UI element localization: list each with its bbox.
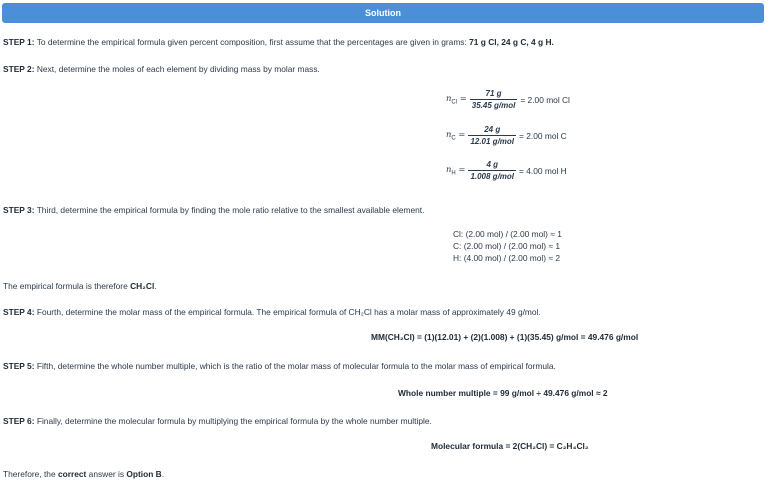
empirical-formula-statement	[3, 281, 157, 291]
answer-option: Option B	[126, 469, 162, 479]
moles-cl-numerator: 71 g	[485, 89, 502, 98]
step-2-label: STEP 2:	[3, 64, 35, 74]
step-4-text: Fourth, determine the molar mass of the empirical formula. The empirical formula of CH₂Cl has a molar mass of approximately 49 g/mol.	[36, 307, 541, 317]
step-6-text: Finally, determine the molecular formula by multiplying the empirical formula by the whole number multiple.	[36, 416, 432, 426]
step-6	[3, 416, 432, 426]
step-3	[3, 205, 424, 215]
moles-h-symbol: $n_H$ =	[446, 164, 466, 177]
moles-cl-fraction	[470, 89, 518, 110]
step-5	[3, 361, 556, 371]
molar-mass-equation: MM(CH₂Cl) = (1)(12.01) + (2)(1.008) + (1)(35.45) g/mol = 49.476 g/mol	[371, 332, 639, 342]
step-1-values: 71 g Cl, 24 g C, 4 g H	[469, 37, 552, 47]
whole-number-equation: Whole number multiple = 99 g/mol ÷ 49.476 g/mol ≈ 2	[398, 388, 608, 398]
moles-cl-denominator: 35.45 g/mol	[471, 101, 516, 110]
step-3-text: Third, determine the empirical formula by finding the mole ratio relative to the smallest available element.	[36, 205, 425, 215]
empirical-formula: CH₂Cl	[130, 281, 155, 291]
moles-h-result: = 4.00 mol H	[519, 165, 567, 176]
ratio-h: H: (4.00 mol) / (2.00 mol) ≈ 2	[453, 253, 560, 263]
empirical-end: .	[154, 281, 157, 291]
moles-equation-c	[446, 125, 567, 146]
step-5-text: Fifth, determine the whole number multiple, which is the ratio of the molar mass of molecular formula to the molar mass of empirical formula.	[36, 361, 556, 371]
answer-pre: Therefore, the	[3, 469, 56, 479]
moles-cl-symbol: $n_{Cl}$ =	[446, 93, 467, 106]
solution-header: Solution	[2, 3, 764, 23]
moles-cl-result: = 2.00 mol Cl	[520, 94, 570, 105]
moles-c-result: = 2.00 mol C	[519, 130, 567, 141]
empirical-text: The empirical formula is therefore	[3, 281, 128, 291]
step-1-label: STEP 1:	[3, 37, 35, 47]
moles-c-symbol: $n_C$ =	[446, 129, 466, 142]
step-5-label: STEP 5:	[3, 361, 35, 371]
step-2-text: Next, determine the moles of each element by dividing mass by molar mass.	[36, 64, 320, 74]
step-3-label: STEP 3:	[3, 205, 35, 215]
moles-equation-h	[446, 160, 567, 181]
moles-h-fraction	[468, 160, 516, 181]
ratio-c: C: (2.00 mol) / (2.00 mol) ≈ 1	[453, 241, 560, 251]
step-1-text: To determine the empirical formula given percent composition, first assume that the percentages are given in grams:	[36, 37, 467, 47]
step-1-end: .	[551, 37, 554, 47]
step-1	[3, 37, 554, 47]
moles-c-numerator: 24 g	[484, 125, 501, 134]
molecular-formula-equation: Molecular formula = 2(CH₂Cl) = C₂H₄Cl₂	[431, 441, 589, 451]
moles-c-fraction	[468, 125, 516, 146]
moles-h-numerator: 4 g	[486, 160, 498, 169]
step-6-label: STEP 6:	[3, 416, 35, 426]
ratio-cl: Cl: (2.00 mol) / (2.00 mol) ≈ 1	[453, 229, 562, 239]
moles-c-denominator: 12.01 g/mol	[470, 137, 515, 146]
step-2	[3, 64, 320, 74]
step-4-label: STEP 4:	[3, 307, 35, 317]
moles-equation-cl	[446, 89, 570, 110]
answer-end: .	[161, 469, 165, 479]
moles-h-denominator: 1.008 g/mol	[470, 172, 515, 181]
step-4	[3, 307, 541, 317]
answer-mid: answer is	[88, 469, 125, 479]
answer-correct: correct	[57, 469, 87, 479]
answer-statement	[3, 469, 164, 479]
